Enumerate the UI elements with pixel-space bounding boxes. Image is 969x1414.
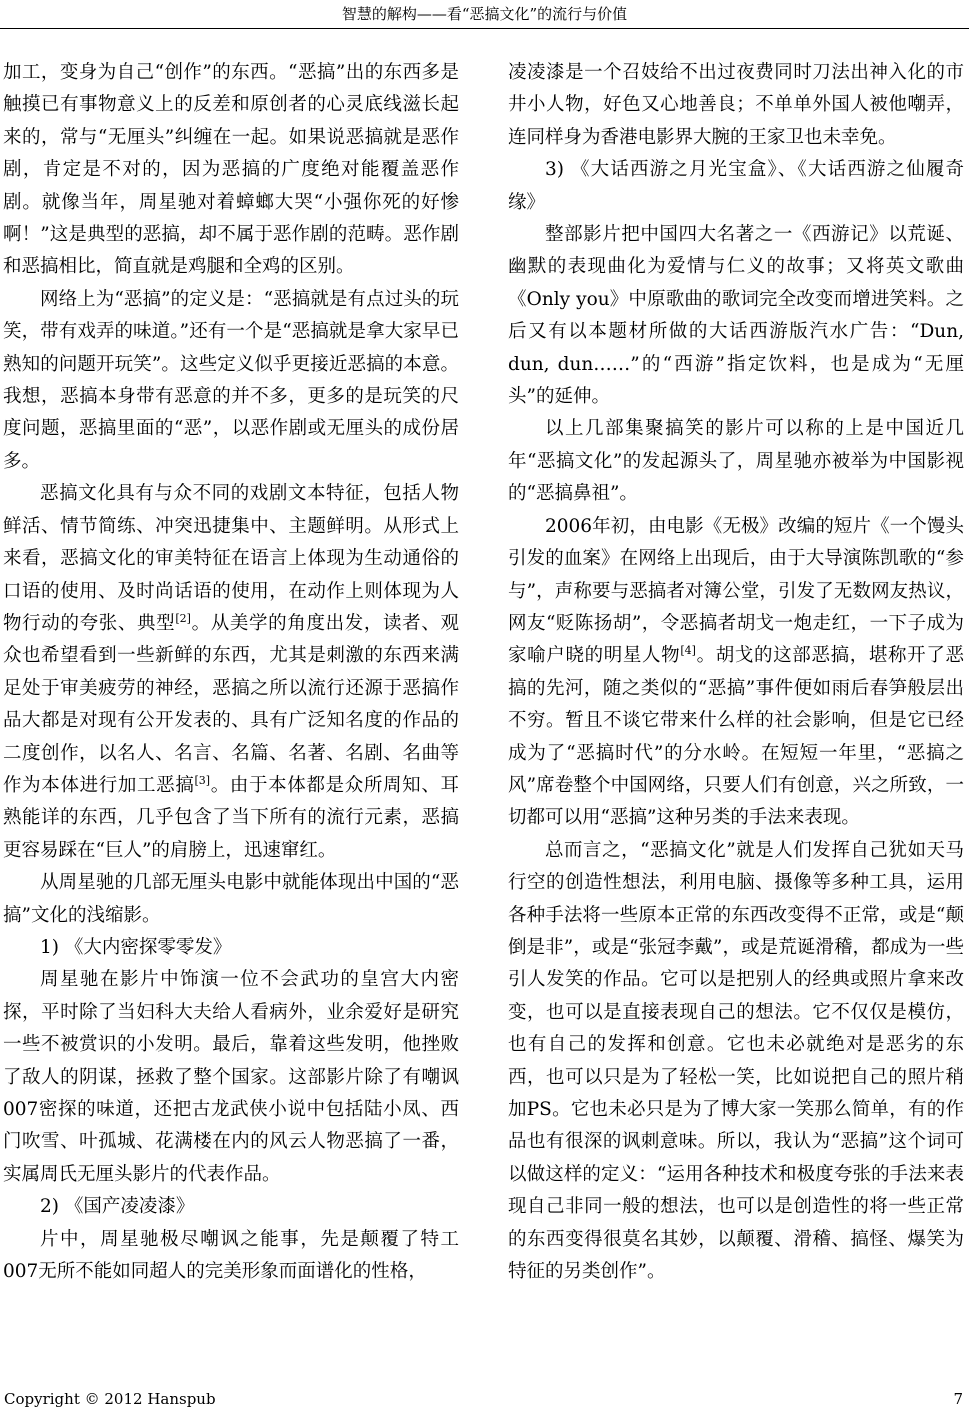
section-item-title: 2) 《国产凌凌漆》	[40, 1196, 195, 1218]
paragraph-text: 。从美学的角度出发，读者、观众也希望看到一些新鲜的东西，尤其是刺激的东西来满足处于审美疲劳的神经，恶搞之所以流行还源于恶搞作品大都是对现有公开发表的、具有广泛知名度的作品的二度创作，以名人、名言、名篇、名著、名剧、名曲等作为本体进行加工恶搞	[3, 612, 459, 796]
header-rule	[0, 28, 969, 29]
paragraph: 以上几部集聚搞笑的影片可以称的上是中国近几年“恶搞文化”的发起源头了，周星驰亦被举为中国影视的“恶搞鼻祖”。	[508, 418, 964, 505]
paragraph: 周星驰在影片中饰演一位不会武功的皇宫大内密探，平时除了当妇科大夫给人看病外，业余爱好是研究一些不被赏识的小发明。最后，靠着这些发明，他挫败了敌人的阴谋，拯救了整个国家。这部影片除了有嘲讽007密探的味道，还把古龙武侠小说中包括陆小凤、西门吹雪、叶孤城、花满楼在内的风云人物恶搞了一番，实属周氏无厘头影片的代表作品。	[3, 969, 459, 1185]
section-item-title: 3) 《大话西游之月光宝盒》、《大话西游之仙履奇缘》	[508, 159, 964, 213]
section-item-title: 1) 《大内密探零零发》	[40, 936, 232, 958]
paragraph-text: 。由于本体都是众所周知、耳熟能详的东西，几乎包含了当下所有的流行元素，恶搞更容易踩在“巨人”的肩膀上，迅速窜红。	[3, 774, 459, 861]
paragraph	[3, 478, 459, 867]
paragraph: 网络上为“恶搞”的定义是：“恶搞就是有点过头的玩笑，带有戏弄的味道。”还有一个是“恶搞就是拿大家早已熟知的问题开玩笑”。这些定义似乎更接近恶搞的本意。我想，恶搞本身带有恶意的并不多，更多的是玩笑的尺度问题，恶搞里面的“恶”，以恶作剧或无厘头的成份居多。	[3, 288, 459, 472]
copyright-notice: Copyright © 2012 Hanspub	[4, 1390, 216, 1408]
page-footer	[0, 1389, 969, 1411]
left-column	[3, 57, 459, 1288]
right-column	[508, 57, 964, 1288]
citation-ref: [2]	[175, 611, 191, 625]
citation-ref: [4]	[680, 644, 696, 658]
paragraph: 凌凌漆是一个召妓给不出过夜费同时刀法出神入化的市井小人物，好色又心地善良；不单单外国人被他嘲弄，连同样身为香港电影界大腕的王家卫也未幸免。	[508, 62, 964, 148]
paragraph: 加工，变身为自己“创作”的东西。“恶搞”出的东西多是触摸已有事物意义上的反差和原创者的心灵底线滋长起来的，常与“无厘头”纠缠在一起。如果说恶搞就是恶作剧，肯定是不对的，因为恶搞的广度绝对能覆盖恶作剧。就像当年，周星驰对着蟑螂大哭“小强你死的好惨啊！”这是典型的恶搞，却不属于恶作剧的范畴。恶作剧和恶搞相比，简直就是鸡腿和全鸡的区别。	[3, 62, 459, 278]
paragraph: 片中，周星驰极尽嘲讽之能事，先是颠覆了特工007无所不能如同超人的完美形象而面谱化的性格，	[3, 1228, 459, 1283]
paragraph: 从周星驰的几部无厘头电影中就能体现出中国的“恶搞”文化的浅缩影。	[3, 872, 459, 926]
citation-ref: [3]	[194, 773, 211, 787]
running-header: 智慧的解构——看“恶搞文化”的流行与价值	[341, 5, 628, 23]
paragraph-text: 。胡戈的这部恶搞，堪称开了恶搞的先河，随之类似的“恶搞”事件便如雨后春笋般层出不穷。暂且不谈它带来什么样的社会影响，但是它已经成为了“恶搞时代”的分水岭。在短短一年里，“恶搞之风”席卷整个中国网络，只要人们有创意，兴之所致，一切都可以用“恶搞”这种另类的手法来表现。	[508, 645, 964, 829]
paragraph: 总而言之，“恶搞文化”就是人们发挥自己犹如天马行空的创造性想法，利用电脑、摄像等多种工具，运用各种手法将一些原本正常的东西改变得不正常，或是“颠倒是非”，或是“张冠李戴”，或是荒诞滑稽，都成为一些引人发笑的作品。它可以是把别人的经典或照片拿来改变，也可以是直接表现自己的想法。它不仅仅是模仿，也有自己的发挥和创意。它也未必就绝对是恶劣的东西，也可以只是为了轻松一笑，比如说把自己的照片稍加PS。它也未必只是为了博大家一笑那么简单，有的作品也有很深的讽刺意味。所以，我认为“恶搞”这个词可以做这样的定义：“运用各种技术和极度夸张的手法来表现自己非同一般的想法，也可以是创造性的将一些正常的东西变得很莫名其妙，以颠覆、滑稽、搞怪、爆笑为特征的另类创作”。	[508, 839, 964, 1283]
paragraph-text: 恶搞文化具有与众不同的戏剧文本特征，包括人物鲜活、情节简练、冲突迅捷集中、主题鲜明。从形式上来看，恶搞文化的审美特征在语言上体现为生动通俗的口语的使用、及时尚话语的使用，在动作上则体现为人物行动的夸张、典型	[3, 483, 459, 634]
paragraph: 整部影片把中国四大名著之一《西游记》以荒诞、幽默的表现曲化为爱情与仁义的故事；又将英文歌曲《Only you》中原歌曲的歌词完全改变而增进笑料。之后又有以本题材所做的大话西游版汽水广告：“Dun, dun, dun……”的“西游”指定饮料，也是成为“无厘头”的延伸。	[508, 224, 964, 408]
page-number: 7	[953, 1390, 963, 1408]
paragraph-text: 2006年初，由电影《无极》改编的短片《一个馒头引发的血案》在网络上出现后，由于大导演陈凯歌的“参与”，声称要与恶搞者对簿公堂，引发了无数网友热议，网友“贬陈扬胡”，令恶搞者胡戈一炮走红，一下子成为家喻户晓的明星人物	[508, 515, 964, 667]
paragraph	[508, 511, 964, 835]
